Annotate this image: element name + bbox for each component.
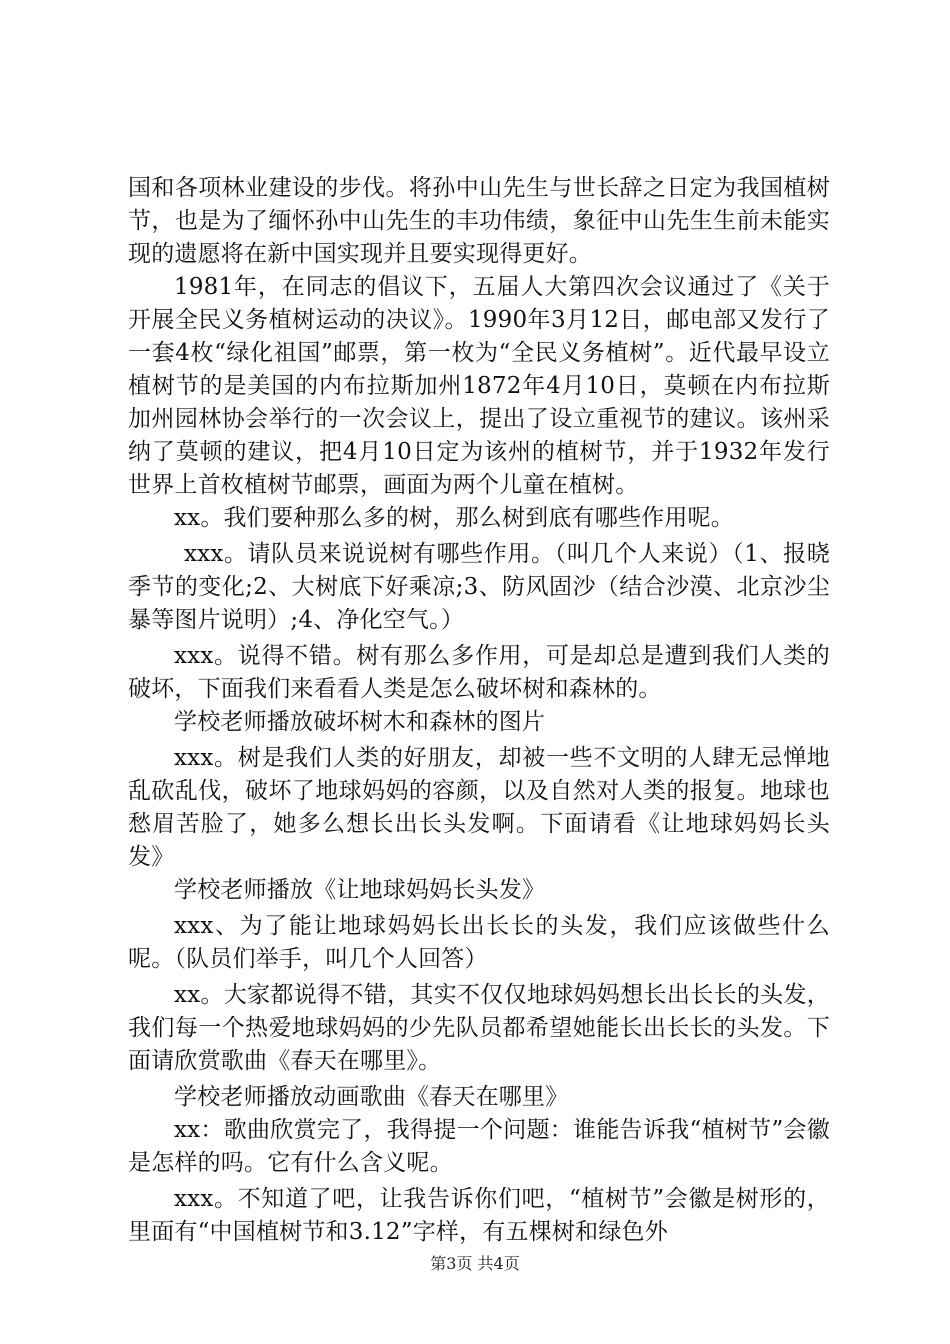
paragraph-7: xxx。树是我们人类的好朋友，却被一些不文明的人肆无忌惮地乱砍乱伐，破坏了地球妈妈的容颜，以及自然对人类的报复。地球也愁眉苦脸了，她多么想长出长头发啊。下面请看《让地球妈妈长头发》 — [128, 745, 830, 870]
paragraph-11: 学校老师播放动画歌曲《春天在哪里》 — [174, 1084, 569, 1110]
paragraph-9: xxx、为了能让地球妈妈长出长长的头发，我们应该做些什么呢。（队员们举手，叫几个人回答） — [128, 913, 830, 972]
paragraph-4: xxx。请队员来说说树有哪些作用。（叫几个人来说）（1、报晓季节的变化;2、大树底下好乘凉;3、防风固沙（结合沙漠、北京沙尘暴等图片说明）;4、净化空气。） — [128, 541, 830, 633]
paragraph-10: xx。大家都说得不错，其实不仅仅地球妈妈想长出长长的头发，我们每一个热爱地球妈妈的少先队员都希望她能长出长长的头发。下面请欣赏歌曲《春天在哪里》。 — [128, 982, 830, 1074]
paragraph-5: xxx。说得不错。树有那么多作用，可是却总是遭到我们人类的破坏，下面我们来看看人类是怎么破坏树和森林的。 — [128, 643, 830, 702]
page-footer: 第3页 共4页 — [430, 1254, 520, 1273]
paragraph-2: 1981年，在同志的倡议下，五届人大第四次会议通过了《关于开展全民义务植树运动的决议》。1990年3月12日，邮电部又发行了一套4枚“绿化祖国”邮票，第一枚为“全民义务植树”。近代最早设立植树节的是美国的内布拉斯加州1872年4月10日，莫顿在内布拉斯加州园林协会举行的一次会议上，提出了设立重视节的建议。该州采纳了莫顿的建议，把4月10日定为该州的植树节，并于1932年发行世界上首枚植树节邮票，画面为两个儿童在植树。 — [128, 274, 830, 498]
paragraph-1: 国和各项林业建设的步伐。将孙中山先生与世长辞之日定为我国植树节，也是为了缅怀孙中山先生的丰功伟绩，象征中山先生生前未能实现的遗愿将在新中国实现并且要实现得更好。 — [128, 175, 830, 267]
document-body — [128, 172, 830, 1249]
paragraph-3: xx。我们要种那么多的树，那么树到底有哪些作用呢。 — [174, 505, 734, 531]
paragraph-8: 学校老师播放《让地球妈妈长头发》 — [174, 877, 546, 903]
paragraph-12: xx：歌曲欣赏完了，我得提一个问题：谁能告诉我“植树节”会徽是怎样的吗。它有什么含义呢。 — [128, 1117, 830, 1176]
paragraph-13: xxx。不知道了吧，让我告诉你们吧，“植树节”会徽是树形的，里面有“中国植树节和3.12”字样，有五棵树和绿色外 — [128, 1186, 830, 1245]
paragraph-6: 学校老师播放破坏树木和森林的图片 — [174, 709, 546, 735]
